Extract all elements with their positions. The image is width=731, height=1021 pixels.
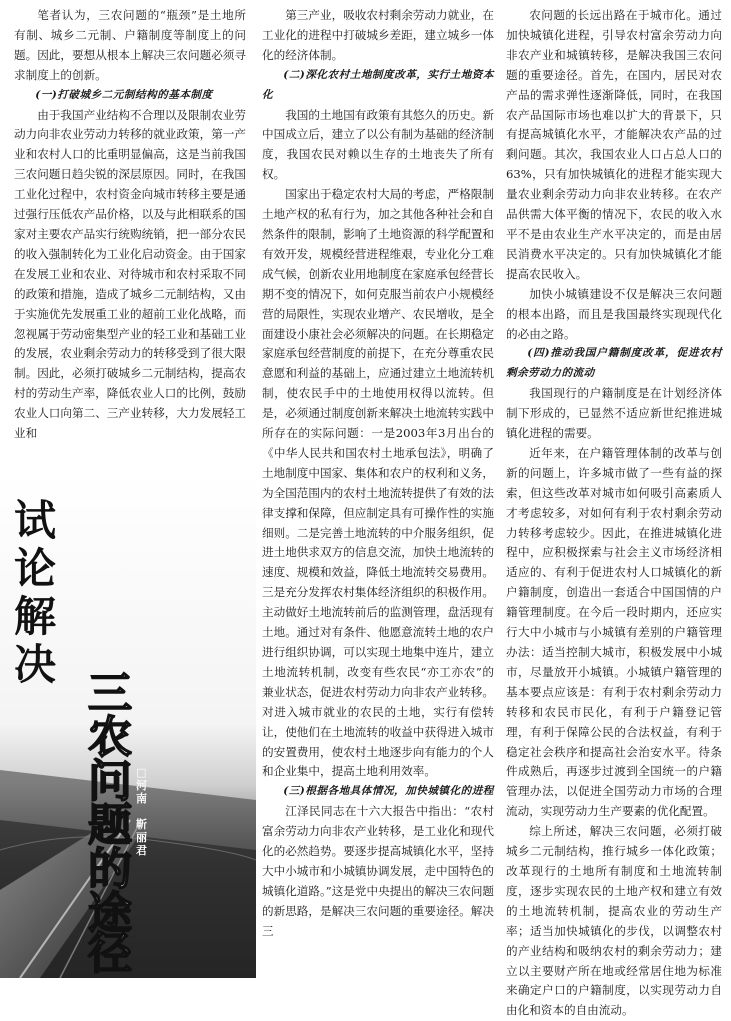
text-column-1 xyxy=(14,6,246,466)
section-heading: (四)推动我国户籍制度改革，促进农村剩余劳动力的流动 xyxy=(506,347,722,380)
title-char-7: 问 xyxy=(88,756,132,807)
paragraph: 笔者认为，三农问题的“瓶颈”是土地所有制、城乡二元制、户籍制度等制度上的问题。因此，要想从根本上解决三农问题必须寻求制度上的创新。 xyxy=(14,8,246,82)
title-char-3: 解 xyxy=(14,592,57,641)
title-char-4: 决 xyxy=(14,640,57,689)
title-char-11: 径 xyxy=(88,928,132,979)
author-char: □ xyxy=(136,766,147,779)
paragraph: 由于我国产业结构不合理以及限制农业劳动力向非农业劳动力转移的就业政策，第一产业和农村人口的比重明显偏高，这是当前我国三农问题日趋尖锐的深层原因。同时，在我国工业化过程中，农村资金向城市转移主要是通过强行压低农产品价格，以及与此相联系的国家对主要农产品实行统购统销，把一部分农民的收入强制转化为工业化启动资金。由于国家在发展工业和农业、对待城市和农村采取不同的政策和措施，造成了城乡二元制结构，又由于实施优先发展重工业的超前工业化战略，而忽视属于劳动密集型产业的轻工业和基础工业的发展，农业剩余劳动力的转移受到了很大限制。因此，必须打破城乡二元制结构，提高农村的劳动生产率，降低农业人口的比例，鼓励农业人口向第二、三产业转移，大力发展轻工业和 xyxy=(14,107,246,441)
author-char: 河 xyxy=(136,779,147,792)
author-char: 南 xyxy=(136,792,147,805)
title-block xyxy=(0,470,256,978)
paragraph: 加快小城镇建设不仅是解决三农问题的根本出路，而且是我国最终实现现代化的必由之路。 xyxy=(506,286,722,341)
title-char-1: 试 xyxy=(14,496,57,545)
title-char-8: 题 xyxy=(88,800,132,851)
section-heading: (二)深化农村土地制度改革，实行土地资本化 xyxy=(262,68,494,101)
text-column-3 xyxy=(506,6,722,1018)
paragraph: 我国现行的户籍制度是在计划经济体制下形成的，已显然不适应新世纪推进城镇化进程的需要。 xyxy=(506,386,722,441)
paragraph: 我国的土地国有政策有其悠久的历史。新中国成立后，建立了以公有制为基础的经济制度，我国农民对赖以生存的土地丧失了所有权。 xyxy=(262,107,494,182)
title-char-5: 三 xyxy=(88,668,132,719)
paragraph: 第三产业，吸收农村剩余劳动力就业，在工业化的进程中打破城乡差距，建立城乡一体化的经济体制。 xyxy=(262,8,494,62)
paragraph: 农问题的长远出路在于城市化。通过加快城镇化进程，引导农村富余劳动力向非农产业和城镇转移，是解决我国三农问题的重要途径。首先，在国内，居民对农产品的需求弹性逐渐降低，同时，在我国农产品国际市场也难以扩大的背景下，只有提高城镇化水平，才能解决农产品的过剩问题。其次，我国农业人口占总人口的63%，只有加快城镇化的进程才能实现大量农业剩余劳动力向非农业转移。在农产品供需大体平衡的情况下，农民的收入水平不是由农业生产水平决定的，而是由居民消费水平决定的。只有加快城镇化才能提高农民收入。 xyxy=(506,8,722,281)
title-char-2: 论 xyxy=(14,544,57,593)
title-char-6: 农 xyxy=(88,712,132,763)
paragraph: 综上所述，解决三农问题，必须打破城乡二元制结构，推行城乡一体化政策；改革现行的土地所有制度和土地流转制度，逐步实现农民的土地产权和建立有效的土地流转机制，提高农业的劳动生产率；适当加快城镇化的步伐，以调整农村的产业结构和吸纳农村的剩余劳动力；建立以主要财产所在地或经常居住地为标准来确定户口的户籍制度，以实现劳动力自由化和资本的自由流动。 xyxy=(506,824,722,1018)
section-heading: (一)打破城乡二元制结构的基本制度 xyxy=(35,88,213,101)
title-char-9: 的 xyxy=(88,844,132,895)
title-char-10: 途 xyxy=(88,888,132,939)
paragraph: 近年来，在户籍管理体制的改革与创新的问题上，许多城市做了一些有益的探索，但这些改革对城市如何吸引高素质人才考虑较多，对如何有利于农村剩余劳动力转移考虑较少。因此，在推进城镇化进程中，应积极探索与社会主义市场经济相适应的、有利于促进农村人口城镇化的新户籍制度，创造出一套适合中国国情的户籍管理制度。在今后一段时期内，还应实行大中小城市与小城镇有差别的户籍管理办法：适当控制大城市，积极发展中小城市，尽量放开小城镇。小城镇户籍管理的基本要点应该是：有利于农村剩余劳动力转移和农民市民化，有利于户籍登记管理，有利于保障公民的合法权益，有利于稳定社会秩序和提高社会治安水平。待条件成熟后，再逐步过渡到全国统一的户籍管理办法，以促进全国劳动力市场的合理流动，实现劳动力生产要素的优化配置。 xyxy=(506,445,722,819)
author-char: 丽 xyxy=(136,831,147,844)
paragraph: 国家出于稳定农村大局的考虑，严格限制土地产权的私有行为，加之其他各种社会和自然条件的限制，影响了土地资源的科学配置和有效开发，规模经营进程维艰，专业化分工难成气候，创新农业用地制度在家庭承包经营长期不变的情况下，如何克服当前农户小规模经营的局限性，实现农业增产、农民增收，是全面建设小康社会必须解决的问题。在长期稳定家庭承包经营制度的前提下，在充分尊重农民意愿和利益的基础上，应通过建立土地流转机制，使农民手中的土地使用权得以流转。但是，必须通过制度创新来解决土地流转实践中所存在的实际问题：一是2003年3月出台的《中华人民共和国农村土地承包法》，明确了土地制度中国家、集体和农户的权利和义务，为全国范围内的农村土地流转提供了有效的法律支撑和保障，但应制定具有可操作性的实施细则。二是完善土地流转的中介服务组织，促进土地供求双方的信息交流，加快土地流转的速度、规模和效益，降低土地流转交易费用。三是充分发挥农村集体经济组织的积极作用。主动做好土地流转前后的监测管理，盘活现有土地。通过对有条件、他愿意流转土地的农户进行组织协调，可以实现土地集中连片，建立土地流转机制，改变有些农民“亦工亦农”的兼业状态，促进农村劳动力向非农产业转移。对进入城市就业的农民的土地，实行有偿转让，使他们在土地流转的收益中获得进入城市的安置费用，使农村土地逐步向有能力的个人和企业集中，提高土地利用效率。 xyxy=(262,187,494,779)
author-byline xyxy=(136,766,152,857)
paragraph: 江泽民同志在十六大报告中指出：“农村富余劳动力向非农产业转移，是工业化和现代化的必然趋势。要逐步提高城镇化水平，坚持大中小城市和小城镇协调发展，走中国特色的城镇化道路。”这是党中央提出的解决三农问题的新思路，是解决三农问题的重要途径。解决三 xyxy=(262,804,495,938)
author-char: 君 xyxy=(136,844,147,857)
text-column-2 xyxy=(262,6,494,974)
author-char: 靳 xyxy=(136,818,147,831)
author-char xyxy=(136,805,147,818)
section-heading: (三)根据各地具体情况，加快城镇化的进程 xyxy=(283,785,494,798)
